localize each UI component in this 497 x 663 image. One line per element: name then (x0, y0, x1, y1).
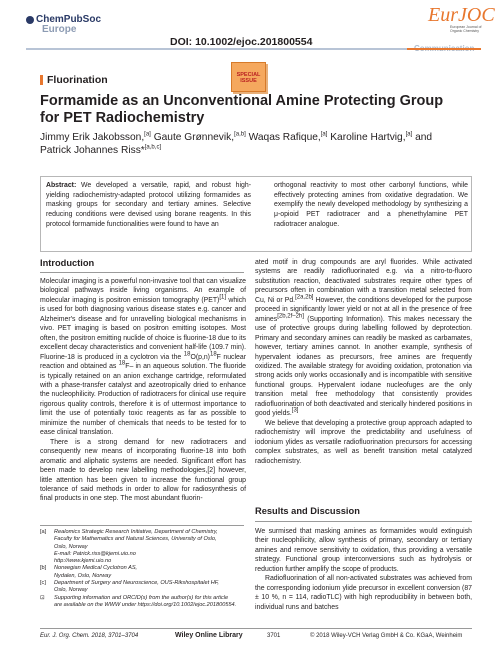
footnote-rule (40, 525, 244, 526)
introduction-heading: Introduction (40, 258, 95, 268)
abstract-text-left: We developed a versatile, rapid, and robust high-yielding radiochemistry-adapted protocol utilizing formamides as masking groups for secondary and tertiary amines. Selective reducing conditions were devised using borane reagents. In this protocol formamide functionalities were found to have an (46, 182, 251, 228)
footer-citation (40, 633, 138, 639)
copyright: © 2018 Wiley-VCH Verlag GmbH & Co. KGaA, Weinheim (310, 633, 463, 639)
footnote-line[interactable]: http://www.kjemi.uio.no (54, 558, 112, 565)
footnotes (40, 529, 250, 609)
author-list: Jimmy Erik Jakobsson,[a] Gaute Grønnevik,[a,b] Waqas Rafique,[a] Karoline Hartvig,[a] and Patrick Johannes Riss*[a,b,c] (40, 131, 433, 156)
abstract-label: Abstract: (46, 182, 77, 189)
footnote-key: [b] (40, 565, 47, 572)
footnote-line: Faculty for Mathematics and Natural Sciences, University of Oslo, (54, 536, 217, 543)
results-paragraph-2: Radiofluorination of all non-activated substrates was achieved from the corresponding iodonium ylide precursor in excellent conversion (87 ± 10 %, n = 114, radioTLC) with high reproducibility in between both, individual runs and batches (255, 575, 472, 611)
author-affiliation: [a] (405, 131, 413, 138)
results-paragraph-1: We surmised that masking amines as formamides would extinguish their nucleophilicity, allow synthesis of primary, secondary or tertiary amines and remove sensitivity to oxidation, thus providing a versatile strategy. Functional group interconversions such as hydrolysis or reduction further amplify the scope of products. (255, 528, 472, 573)
author-affiliation: [a] (144, 131, 151, 138)
footnote-line: Nydalen, Oslo, Norway (54, 572, 112, 579)
wiley-online-library-link[interactable]: Wiley Online Library (175, 632, 243, 639)
right-column-body (255, 258, 472, 466)
footnote-key: ⊡ (40, 594, 45, 601)
right-paragraph-1: ated motif in drug compounds are aryl fluorides. While activated systems are readily radiofluorinated e.g. via a nitro-to-fluoro substitution reaction, deactivated substrates require other types of precursors often in combination with a transition metal selected from Cu, Ni or Pd.[2a,2b] However, the conditions developed for the purpose proceed in significantly lower yield or not at all in the presence of free amines[2b,2f–2h] (Supporting Information). This makes necessary the use of protective groups during labelling followed by deprotection. Primary and secondary amines can readily be masked as carbamates, however, tertiary amines cannot. In another example, synthesis of hypervalent iodanes as precursors, free amines are frequently oxidized. The available strategy for avoiding oxidation, protonation via strong acids only works occasionally and is incompatible with sensitive functional groups. Hypervalent iodane nucleofuges are the only transition metal free methodology that consistently provides radiofluorination of both deactivated and sterically hindered positions in good yields.[3] (255, 259, 472, 418)
author-name: Waqas Rafique, (248, 132, 321, 143)
page-number: 3701 (267, 633, 281, 639)
footer-citation-text: Eur. J. Org. Chem. 2018, 3701–3704 (40, 633, 139, 639)
footnote-key: [c] (40, 580, 46, 587)
author-name: Gaute Grønnevik, (153, 132, 235, 143)
publisher-logo (26, 14, 101, 35)
intro-paragraph-2: There is a strong demand for new radiotracers and consequently new means of incorporating fluorine-18 into both aromatic and aliphatic systems are needed. Significant effort has been made to develop new labelling methodologies,[2] however, little attention has been given to increase the functional group tolerance of said methods in order to allow for radiosynthesis of final products in one step. The most abundant fluorin- (40, 438, 246, 503)
footnote-line: ⊡ Supporting information and ORCID(s) from the author(s) for this article (40, 594, 229, 601)
author-name: Jimmy Erik Jakobsson, (40, 132, 145, 143)
doi[interactable]: DOI: 10.1002/ejoc.201800554 (170, 36, 313, 48)
header-rule (26, 48, 473, 50)
journal-logo: EurJOC (428, 4, 495, 26)
category-marker (40, 75, 43, 85)
abstract-left-column (46, 181, 251, 230)
footnote-line: [b] Norwegian Medical Cyclotron AS, (40, 565, 138, 572)
footnote-line: E-mail: Patrick.riss@kjemi.uio.no (54, 550, 136, 557)
abstract-text-right: orthogonal reactivity to most other carbonyl functions, while effectively protecting amines from oxidative degradation. We exemplify the newly developed methodology by synthesizing a μ-opioid PET radiotracer and a phenethylamine PET radiotracer analogue. (274, 182, 468, 228)
page-header (0, 0, 497, 56)
footnote-line: [c] Department of Surgery and Neuroscience, OUS-Rikshospitalet HF, (40, 580, 219, 587)
special-issue-badge (231, 62, 266, 92)
author-affiliation: [a,b,c] (144, 144, 162, 151)
intro-paragraph-1: Molecular imaging is a powerful non-invasive tool that can visualize biological pathways inside living organisms. An example of molecular imaging is positron emission tomography (PET)[1] which is used for both diagnosing various disease states e.g. cancer and Alzheimer's disease and for unravelling biological mechanisms in vivo. PET imaging is based on positron emitting isotopes. Most often, the positron emitting nuclide of choice is fluorine-18 due to its excellent decay characteristics and convenient half-life (109.7 min). Fluorine-18 is produced in a cyclotron via the $^{18}O(p,n)^{18}F$ nuclear reaction and obtained as $^{18}$F– in an aqueous solution. The fluoride is typically retained on an anion exchange cartridge, reformulated with a phase-transfer catalyst and azeotropically dried to enhance the nucleophilicity. Production of radiotracers for clinical use require rigorous quality controls, therefore it is of uttermost importance to limit the use of potentially toxic reagents as far as possible to minimize the number of chemicals that needs to be tested for to ease clinical translation. (40, 278, 247, 437)
footer-rule (40, 628, 472, 629)
special-issue-line2: ISSUE (240, 78, 257, 84)
publisher-name: ChemPubSoc (36, 14, 102, 25)
author-name: Karoline Hartvig, (330, 132, 406, 143)
footnote-line: Oslo, Norway (54, 543, 88, 550)
publisher-logo-icon (26, 16, 34, 24)
article-title: Formamide as an Unconventional Amine Protecting Group for PET Radiochemistry (40, 93, 444, 126)
footnote-line: Oslo, Norway (54, 587, 88, 594)
author-name: Patrick Johannes Riss* (40, 145, 145, 156)
abstract-box (40, 176, 472, 252)
header-rule-accent (407, 48, 481, 50)
publisher-region: Europe (42, 24, 77, 35)
right-paragraph-2: We believe that developing a protective group approach adapted to radiochemistry will improve the predictability and usefulness of iodonium ylides as versatile radiofluorination precursors for accessing complex substrates, as well as benefit transition metal catalyzed radiochemistry. (255, 419, 472, 465)
journal-subtitle: European Journal of Organic Chemistry (450, 25, 482, 33)
introduction-body (40, 277, 246, 504)
footnote-key: [a] (40, 529, 47, 535)
footnote-line: [a] Realomics Strategic Research Initiative, Department of Chemistry, (40, 529, 218, 535)
results-heading: Results and Discussion (255, 506, 360, 516)
author-affiliation: [a,b] (234, 131, 246, 138)
footnote-line[interactable]: are available on the WWW under https://doi.org/10.1002/ejoc.201800554. (54, 601, 237, 608)
special-issue-line1: SPECIAL (236, 72, 261, 78)
introduction-rule (40, 272, 244, 273)
author-affiliation: [a] (320, 131, 328, 138)
category-label: Fluorination (47, 74, 108, 86)
results-body (255, 527, 472, 612)
results-rule (255, 521, 472, 522)
